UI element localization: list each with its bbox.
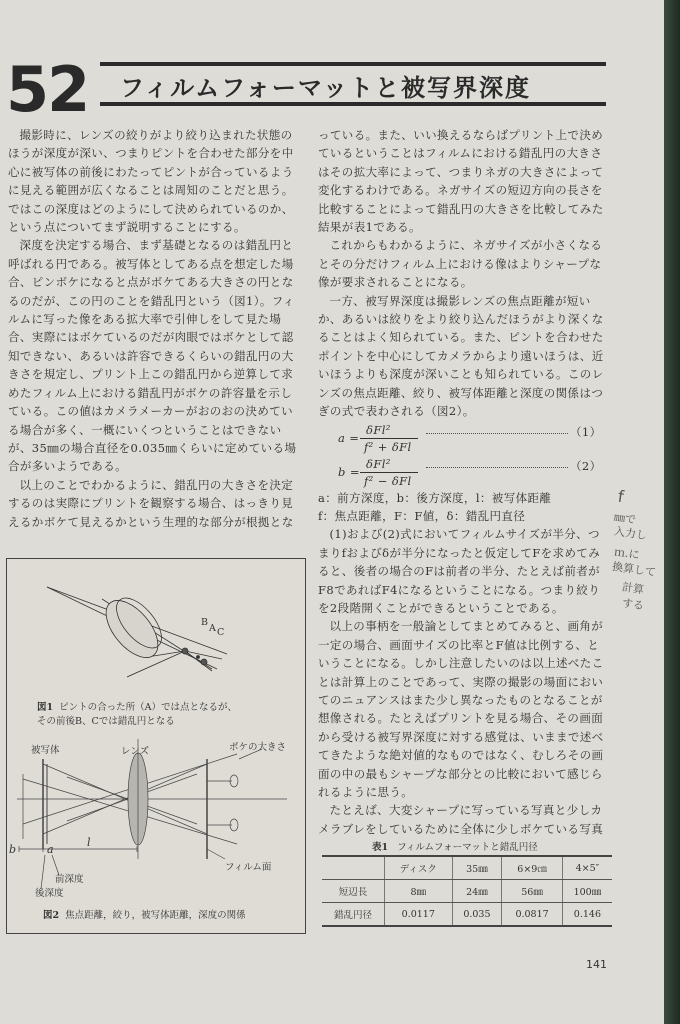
equation-number: （1） <box>570 424 602 439</box>
formula-denominator: f² − δFl <box>364 473 412 488</box>
table1 <box>322 855 612 927</box>
figure2-a-label: a <box>47 843 54 856</box>
table-cell: 56㎜ <box>502 880 562 903</box>
chapter-number: 52 <box>6 53 89 126</box>
paragraph: 以上のことでわかるように、錯乱円の大きさを決定するのは実際にプリントを観察する場合、はっきり見えるかボケて見えるかという生理的な部分が根拠とな <box>8 477 294 529</box>
paragraph: 深度を決定する場合、まず基礎となるのは錯乱円と呼ばれる円である。被写体としてある点を想定した場合、ピンボケになると点がボケてある大きさの円となるのだが、この円のことを錯乱円という（図1）。フィルムに写った像をある拡大率で引伸しをして見た場合、実際にはボケているのだが肉眼ではボケとして認知できない、あるいは許容できるくらいの錯乱円の大きさを規定し、プリント上この錯乱円から逆算して求めたフィルム上における錯乱円がボケの許容量を示している。この値はカメラメーカーがおのおの決めている場合が多く、一概にいくつということはできないが、35㎜の場合直径を0.035㎜くらいに定めている場合が多いようである。 <box>8 238 297 474</box>
figure2-film-label: フィルム面 <box>225 862 272 873</box>
variable-definition: f：焦点距離，F：F値，δ：錯乱円直径 <box>318 508 526 523</box>
paragraph: っている。また、いい換えるならばプリント上で決めているということはフィルムにおける錯乱円の大きさはその拡大率によって、つまりネガの大きさによって変化するわけである。ネガサイズの短辺方向の長さを比較することによって錯乱円の大きさを比較してみた結果が表1である。 <box>318 128 604 235</box>
figure2-label: 図2 <box>43 910 60 921</box>
handwritten-note: 換算して <box>611 560 657 579</box>
table-row <box>322 880 612 903</box>
figure2-lens-label: レンズ <box>121 746 149 757</box>
handwritten-note: f <box>616 486 625 507</box>
table-cell: 100㎜ <box>562 880 612 903</box>
formula-2 <box>318 455 610 489</box>
title-rule-top <box>100 62 606 66</box>
formula-numerator: δFl² <box>366 422 391 437</box>
table-header-cell: ディスク <box>385 856 453 880</box>
figure2-front-depth-label: 前深度 <box>55 874 84 885</box>
variable-definition: a：前方深度，b：後方深度，l：被写体距離 <box>318 490 552 505</box>
table-cell: 0.035 <box>452 903 502 927</box>
background-edge <box>664 0 680 1024</box>
table-header-cell: 35㎜ <box>452 856 502 880</box>
paragraph: 撮影時に、レンズの絞りがより絞り込まれた状態のほうが深度が深い、つまりピントを合わせた部分を中心に被写体の前後にわたってピントが合っているように見える範囲が広くなることは周知のことだと思う。ではこの深度はどのようにして決められているのか、という点についてまず説明することにする。 <box>8 128 294 235</box>
figure2-back-depth-label: 後深度 <box>35 888 64 899</box>
handwritten-note: ｍ.に <box>613 545 641 562</box>
figure2-blur-label: ボケの大きさ <box>229 742 287 753</box>
paragraph: (1)および(2)式においてフィルムサイズが半分、つまりfおよびδが半分になったと仮定してFを求めてみると、後者の場合のFは前者の半分、たとえば前者がF8であればF4になるということになる。つまり絞りを2段階開くことができるということである。 <box>318 527 601 615</box>
figure2-l-label: l <box>87 836 91 849</box>
figure2-subject-label: 被写体 <box>31 745 60 756</box>
figure1-label: 図1 <box>37 702 54 713</box>
figure1-caption <box>37 701 242 729</box>
table-cell: 0.0117 <box>385 903 453 927</box>
paragraph: たとえば、大変シャープに写っている写真と少しカメラブレをしているために全体に少しボケている写真 <box>318 803 604 836</box>
figure2-caption <box>43 909 293 923</box>
dot-leader <box>426 467 568 468</box>
figure1-point-c: C <box>217 627 225 638</box>
figure2-b-label: b <box>9 843 17 856</box>
table1-title <box>372 839 538 853</box>
formula-lhs: a = <box>338 430 360 445</box>
chapter-title: フィルムフォーマットと被写界深度 <box>120 74 531 102</box>
right-column <box>318 126 610 838</box>
paragraph: これからもわかるように、ネガサイズが小さくなるとその分だけフィルム上における像はよりシャープな像が要求されることになる。 <box>318 238 603 290</box>
table1-title-text: フィルムフォーマットと錯乱円径 <box>397 842 538 853</box>
page-number: 141 <box>586 958 607 971</box>
paragraph: 以上の事柄を一般論としてまとめてみると、画角が一定の場合、画面サイズの比率とF値は比例する、ということになる。しかし注意したいのは以上述べたことは計算上のことであって、実際の撮影の場面においてのニュアンスはまた少し異なったものとなることが想像される。たとえばプリントを見る場合、その画面から受ける被写界深度に対する感覚は、いままで述べてきたような絶対値的なものではなく、むしろその画面の中の最もシャープな部分との比較において感じられるように思う。 <box>318 619 604 799</box>
table-header-cell: 6×9㎝ <box>502 856 562 880</box>
formula-1 <box>318 421 610 455</box>
paragraph: 一方、被写界深度は撮影レンズの焦点距離が短いか、あるいは絞りをより絞り込んだほうがより深くなることはよく知られている。また、ピントを合わせたポイントを中心にしてカメラからより遠いほうは、近いほうよりも深度が深いことも知られている。このレンズの焦点距離、絞り、被写体距離と深度の関係はつぎの式で表わされる（図2）。 <box>318 293 604 419</box>
formula-numerator: δFl² <box>366 456 391 471</box>
table1-label: 表1 <box>372 842 389 853</box>
figure2-caption-text: 焦点距離，絞り，被写体距離，深度の関係 <box>65 910 246 921</box>
title-rule-bottom <box>100 102 606 106</box>
handwritten-note: ㎜で <box>613 510 637 527</box>
table-header-cell: 4×5″ <box>562 856 612 880</box>
formula-lhs: b = <box>338 464 360 479</box>
table-cell: 8㎜ <box>385 880 453 903</box>
dot-leader <box>426 433 568 434</box>
handwritten-note: 入力し <box>613 524 648 543</box>
figure1-caption-text: ピントの合った所（A）では点となるが、その前後B、Cでは錯乱円となる <box>37 702 238 727</box>
table-cell: 0.146 <box>562 903 612 927</box>
handwritten-note: 計算 <box>621 580 645 597</box>
table-cell: 0.0817 <box>502 903 562 927</box>
figure1-point-b: B <box>201 617 208 628</box>
table-cell: 24㎜ <box>452 880 502 903</box>
table-row <box>322 903 612 927</box>
table-header-row <box>322 856 612 880</box>
table-header-cell <box>322 856 385 880</box>
figure1-point-a: A <box>209 623 216 634</box>
left-column <box>8 126 304 531</box>
figure1-diagram <box>47 587 227 677</box>
figure-box <box>6 558 306 934</box>
handwritten-note: する <box>621 596 645 613</box>
equation-number: （2） <box>570 458 602 473</box>
table-cell: 短辺長 <box>322 880 385 903</box>
formula-denominator: f² + δFl <box>364 439 412 454</box>
table-cell: 錯乱円径 <box>322 903 385 927</box>
